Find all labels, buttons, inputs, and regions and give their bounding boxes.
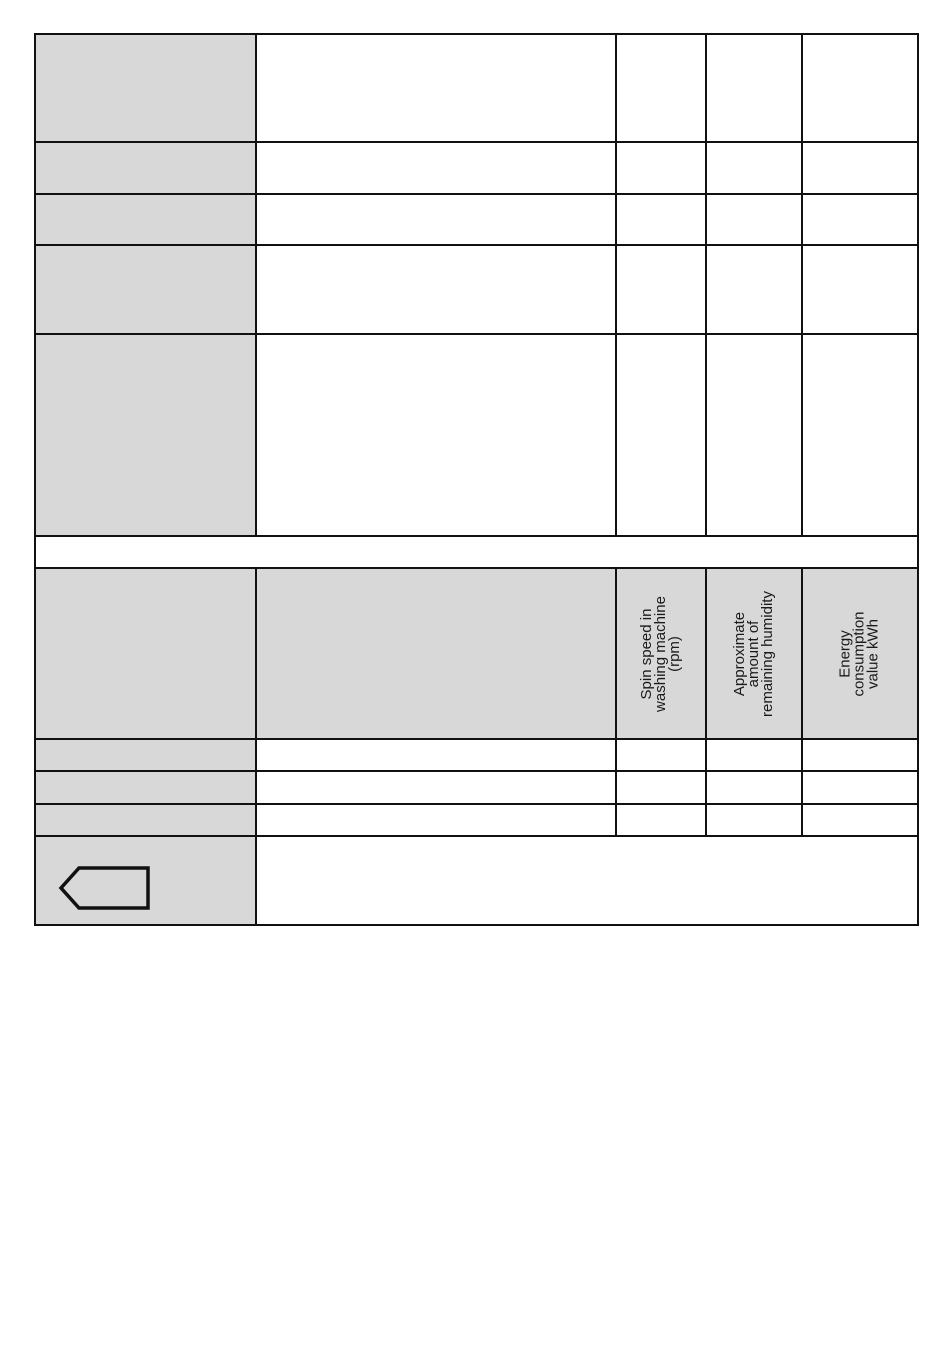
header-text-line: Spin speed in xyxy=(638,608,655,699)
row-label-cell xyxy=(35,194,256,245)
column-divider xyxy=(255,33,257,537)
row-label-cell xyxy=(35,35,256,142)
header-text-line: value kWh xyxy=(865,618,882,689)
row-divider xyxy=(34,738,919,740)
table-border-bottom xyxy=(34,924,919,926)
row-divider xyxy=(34,141,919,143)
label-tag-icon xyxy=(58,863,152,913)
row-divider xyxy=(34,193,919,195)
table-border-top xyxy=(34,33,919,35)
header-text-line: Approximate xyxy=(731,611,749,696)
column-divider xyxy=(801,33,803,537)
row-divider xyxy=(34,535,919,537)
header-remaining-humidity xyxy=(707,569,801,738)
column-divider xyxy=(255,567,257,926)
row-divider xyxy=(34,835,919,837)
header-text-line: Energy xyxy=(837,629,854,678)
header-text-line: washing machine xyxy=(652,595,669,712)
header-text-line: amount of xyxy=(745,620,763,687)
column-divider xyxy=(615,33,617,537)
header-text-line: (rpm) xyxy=(666,635,683,672)
row-label-cell xyxy=(35,739,256,771)
header-energy-consumption xyxy=(803,569,917,738)
row-divider xyxy=(34,770,919,772)
row-divider xyxy=(34,333,919,335)
row-label-cell xyxy=(35,771,256,804)
table-border-left xyxy=(34,33,36,926)
row-label-cell xyxy=(35,334,256,536)
row-label-cell xyxy=(35,245,256,334)
header-spin-speed xyxy=(617,569,705,738)
row-label-cell xyxy=(35,804,256,836)
row-label-cell xyxy=(35,142,256,194)
table-border-right xyxy=(917,33,919,926)
row-divider xyxy=(34,244,919,246)
row-divider xyxy=(34,803,919,805)
header-text-line: remaining humidity xyxy=(759,590,777,717)
column-divider xyxy=(705,33,707,537)
header-text-line: consumption xyxy=(851,610,868,697)
